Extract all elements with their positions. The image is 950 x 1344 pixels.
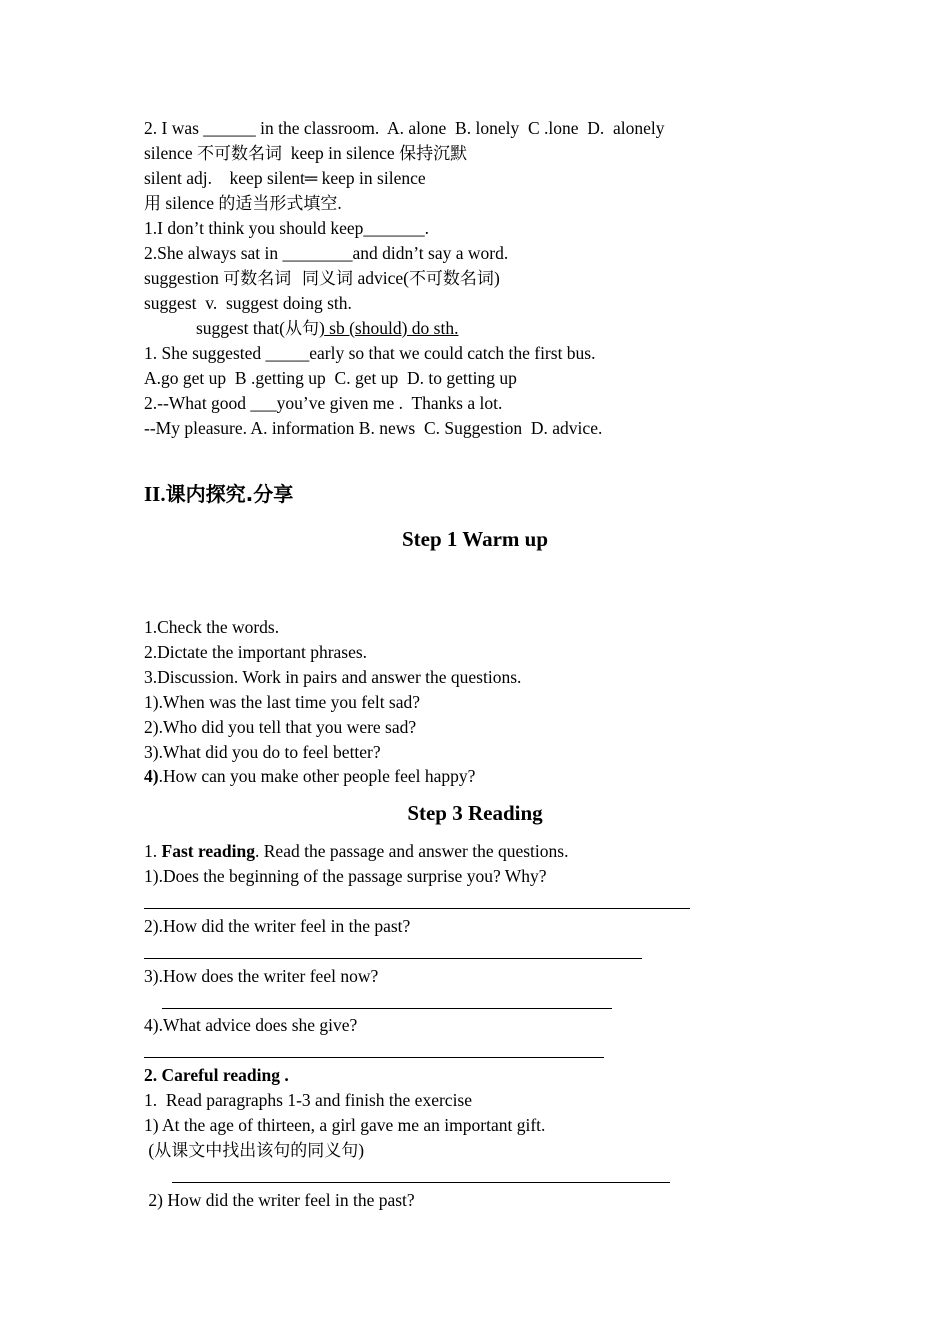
- fast-reading-num: 1.: [144, 841, 162, 861]
- careful-note-text: 从课文中找出该句的同义句: [154, 1141, 359, 1161]
- fill-word: silence: [161, 193, 219, 213]
- silence-meaning: 保持沉默: [399, 144, 468, 164]
- silence-phrase: keep in silence: [281, 143, 400, 163]
- silence-word: silence: [144, 143, 197, 163]
- careful-note: [144, 1140, 364, 1161]
- suggestion-close: ): [493, 268, 500, 288]
- step1-title: Step 1 Warm up: [401, 527, 549, 551]
- question-suggest: 1. She suggested _____early so that we could catch the first bus.: [144, 343, 596, 363]
- fast-reading-label: Fast reading: [161, 841, 255, 861]
- careful-reading-heading: 2. Careful reading .: [144, 1065, 289, 1085]
- careful-question-1: 1) At the age of thirteen, a girl gave me an important gift.: [144, 1115, 546, 1135]
- question-alone: 2. I was ______ in the classroom. A. alone B. lonely C .lone D. alonely: [144, 118, 665, 138]
- suggest-verb-note: suggest v. suggest doing sth.: [144, 293, 352, 313]
- fast-question-2: 2).How did the writer feel in the past?: [144, 916, 411, 936]
- careful-note-open: (: [144, 1140, 155, 1160]
- fill-question-2: 2.She always sat in ________and didn’t say a word.: [144, 243, 509, 263]
- fast-question-1: 1).Does the beginning of the passage surprise you? Why?: [144, 866, 547, 886]
- fast-reading: [144, 841, 568, 861]
- section-roman: II.: [144, 482, 166, 506]
- fill-form: 的适当形式填空: [218, 194, 338, 214]
- step1-item-4: [144, 766, 475, 786]
- section-heading: [144, 478, 293, 507]
- answer-line-5[interactable]: [172, 1182, 670, 1183]
- fast-question-4: 4).What advice does she give?: [144, 1015, 358, 1035]
- fill-instruction: [144, 193, 342, 214]
- step1-item: 2.Dictate the important phrases.: [144, 642, 368, 662]
- suggest-that-note: [196, 318, 458, 339]
- fill-use: 用: [144, 194, 161, 214]
- clause-label: 从句: [284, 319, 319, 339]
- careful-question-2: 2) How did the writer feel in the past?: [144, 1190, 415, 1210]
- fast-question-3: 3).How does the writer feel now?: [144, 966, 379, 986]
- fill-period: .: [337, 193, 342, 213]
- step1-item: 2).Who did you tell that you were sad?: [144, 717, 417, 737]
- question-advice: 2.--What good ___you’ve given me . Thanks a lot.: [144, 393, 503, 413]
- fill-question-1: 1.I don’t think you should keep_______.: [144, 218, 430, 238]
- step1-item: 3.Discussion. Work in pairs and answer the questions.: [144, 667, 522, 687]
- step1-item: 1.Check the words.: [144, 617, 280, 637]
- clause-close: ): [318, 318, 325, 338]
- fast-reading-instruction: . Read the passage and answer the questions.: [255, 841, 569, 861]
- silent-note: silent adj. keep silent═ keep in silence: [144, 168, 426, 188]
- advice-pos: 不可数名词: [408, 269, 494, 289]
- suggest-structure: sb (should) do sth.: [324, 318, 459, 338]
- question-suggest-options: A.go get up B .getting up C. get up D. to getting up: [144, 368, 517, 388]
- suggest-that: suggest that(: [196, 318, 285, 338]
- step1-item: 1).When was the last time you felt sad?: [144, 692, 421, 712]
- suggestion-pos: 可数名词 同义词: [223, 269, 354, 289]
- silence-note: [144, 143, 467, 164]
- suggestion-note: [144, 268, 500, 289]
- step1-item-4-num: 4): [144, 766, 159, 786]
- answer-line-3[interactable]: [162, 1008, 612, 1009]
- answer-line-4[interactable]: [144, 1057, 604, 1058]
- answer-line-2[interactable]: [144, 958, 642, 959]
- step1-item: 3).What did you do to feel better?: [144, 742, 381, 762]
- answer-line-1[interactable]: [144, 908, 690, 909]
- careful-note-close: ): [358, 1140, 365, 1160]
- question-advice-options: --My pleasure. A. information B. news C. Suggestion D. advice.: [144, 418, 603, 438]
- step1-item-4-text: .How can you make other people feel happy?: [158, 766, 476, 786]
- suggestion-word: suggestion: [144, 268, 224, 288]
- careful-instruction: 1. Read paragraphs 1-3 and finish the exercise: [144, 1090, 473, 1110]
- suggestion-advice: advice(: [353, 268, 409, 288]
- step3-title: Step 3 Reading: [407, 801, 543, 825]
- section-title: 课内探究.分享: [165, 482, 294, 506]
- silence-pos: 不可数名词: [196, 144, 282, 164]
